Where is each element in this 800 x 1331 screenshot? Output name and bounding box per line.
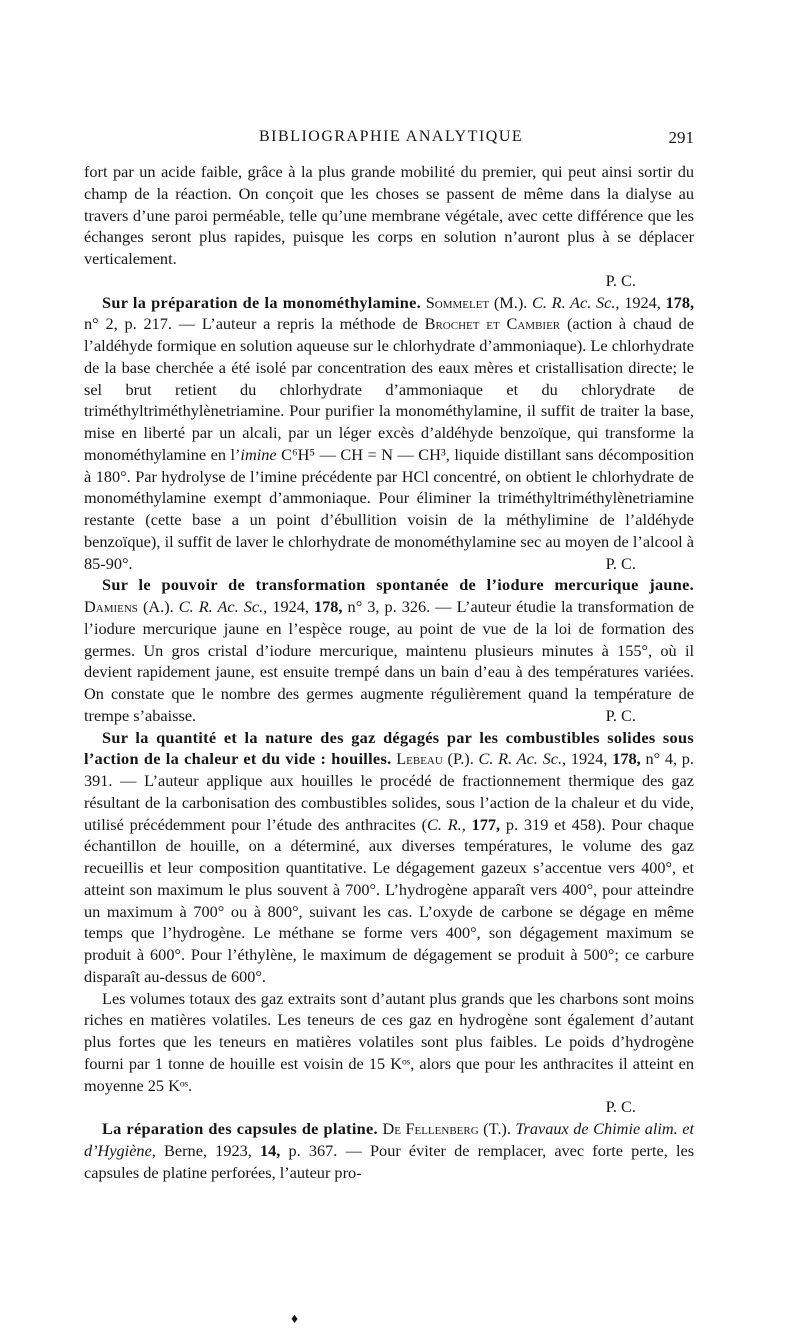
entry-year: 1924, [570, 749, 608, 769]
entry-abstract: — L’auteur applique aux houilles le procédé de fractionnement thermique des gaz résultant de la carbonisation des combustibles solides, sous l’action de la chaleur et du vide, utilisé précédemment pour l’étude des anthracites ( [84, 771, 694, 834]
entry-author: De Fellenberg (T.). [382, 1119, 511, 1138]
entry-journal: C. R. Ac. Sc., [178, 597, 268, 616]
entry-abstract: Pour chaque échantillon de houille, on a déterminé, aux diverses températures, le volume des gaz recueillis et leur composition quantitative. Le dégagement gazeux s’accentue vers 400°, et atteint son maximum le plus souvent à 700°. L’hydrogène apparaît vers 400°, pour atteindre un maximum à 700° ou à 800°, suivant les cas. L’oxyde de carbone se dégage en même temps que l’hydrogène. Le méthane se forme vers 400°, son dégagement maximum se produit à 600°. Pour l’éthylène, le maximum de dégagement se produit à 500°; ce carbure disparaît au-dessus de 600°. [84, 814, 695, 986]
entry-title: Sur la préparation de la monométhylamine. [102, 292, 422, 312]
entry-reference-pages: p. 319 et 458). [505, 814, 606, 834]
entry-abstract: — L’auteur étudie la transformation de l’iodure mercurique jaune en l’espèce rouge, au point de vue de la loi de formation des germes. Un gros cristal d’iodure mercurique, maintenu plusieurs minutes à 155°, où il devient rapidement jaune, est ensuite trempé dans un bain d’eau à des températures variées. On constate que le nombre des germes augmente régulièrement quand la température de trempe s’abaisse. [84, 597, 695, 725]
signature: P. C. [605, 553, 636, 573]
entry-author: Damiens (A.). [84, 597, 174, 616]
bibliography-entry [84, 1118, 694, 1183]
entry-title: Sur le pouvoir de transformation spontanée de l’iodure mercurique jaune. [102, 575, 694, 595]
entry-abstract: (action à chaud de l’aldéhyde formique en solution aqueuse sur le chlorhydrate d’ammoniaque). Le chlorhydrate de la base cherchée a été isolé par concentration des eaux mères et cristallisation directe; le sel brut retient du chlorhydrate d’ammoniaque et du chlorydrate de triméthyltriméthylènetriamine. Pour purifier la monométhylamine, il suffit de traiter la base, mise en liberté par un alcali, par un léger excès d’aldéhyde benzoïque, qui transforme la monométhylamine en l’ [84, 314, 694, 464]
entry-journal: Travaux de Chimie alim. et d’Hygiène, [84, 1119, 694, 1160]
entry-pages: p. 367. [288, 1140, 338, 1160]
entry-place: Berne, [164, 1140, 207, 1160]
bibliography-entry [84, 727, 694, 988]
running-title: BIBLIOGRAPHIE ANALYTIQUE [259, 128, 524, 145]
entry-year: 1924, [624, 292, 661, 312]
entry-journal: C. R. Ac. Sc., [532, 292, 620, 312]
article-body [84, 161, 694, 1183]
entry-year: 1924, [272, 597, 309, 616]
entry-issue-page: n° 4, p. 391. [84, 749, 694, 790]
entry-author: Sommelet (M.). [425, 292, 528, 312]
signature: P. C. [605, 1097, 636, 1117]
entry-abstract: C⁶H⁵ — CH = N — CH³, liquide distillant sans décomposition à 180°. Par hydrolyse de l’imine précédente par HCl concentré, on obtient le chlorhydrate de monométhylamine exempt d’ammoniaque. Pour éliminer la triméthyltriméthylènetriamine restante (cette base a un point d’ébullition voisin de la méthylimine de l’aldéhyde benzoïque), il suffit de laver le chlorhydrate de monométhylamine sec au moyen de l’alcool à 85-90°. [84, 444, 694, 573]
bibliography-entry [84, 574, 694, 726]
entry-abstract: — L’auteur a repris la méthode de [178, 314, 418, 334]
entry-imine-term: imine [240, 444, 277, 464]
entry-issue-page: n° 2, p. 217. [84, 314, 172, 334]
signature: P. C. [605, 705, 636, 725]
entry-issue-page: n° 3, p. 326. [347, 597, 431, 616]
entry-volume: 178, [665, 292, 695, 312]
entry-journal: C. R. Ac. Sc., [478, 749, 567, 769]
entry-title: La réparation des capsules de platine. [102, 1119, 378, 1138]
entry-year: 1923, [215, 1140, 252, 1160]
entry-paragraph: Les volumes totaux des gaz extraits sont d’autant plus grands que les charbons sont moins riches en matières volatiles. Les teneurs de ces gaz en hydrogène sont également d’autant plus fortes que les teneurs en matières volatiles sont plus faibles. Le poids d’hydrogène fourni par 1 tonne de houille est voisin de 15 Kᵒˢ, alors que pour les anthracites il atteint en moyenne 25 Kᵒˢ. [84, 988, 694, 1095]
entry-title: Sur la quantité et la nature des gaz dégagés par les combustibles solides sous l’action de la chaleur et du vide : houilles. [84, 727, 694, 769]
continuation-paragraph: fort par un acide faible, grâce à la plus grande mobilité du premier, qui peut ainsi sortir du champ de la réaction. On conçoit que les choses se passent de même dans la dialyse au travers d’une paroi perméable, telle qu’une membrane végétale, avec cette différence que les échanges seront plus rapides, puisque les corps en solution n’auront plus à se déplacer verticalement. [84, 162, 694, 268]
entry-volume: 14, [259, 1140, 281, 1160]
entry-author: Lebeau (P.). [396, 749, 474, 769]
page-header [84, 128, 694, 154]
signature: P. C. [605, 270, 636, 290]
entry-reference-names: Brochet et Cambier [424, 314, 561, 334]
entry-abstract: — Pour éviter de remplacer, avec forte perte, les capsules de platine perforées, l’auteur pro- [84, 1140, 695, 1182]
entry-volume: 178, [314, 597, 343, 616]
entry-volume: 178, [612, 749, 641, 769]
entry-reference-journal: C. R., [427, 814, 466, 834]
entry-reference-volume: 177, [471, 814, 501, 834]
printer-mark: ♦ [291, 1312, 299, 1327]
page-number: 291 [668, 128, 694, 147]
bibliography-entry [84, 292, 694, 575]
